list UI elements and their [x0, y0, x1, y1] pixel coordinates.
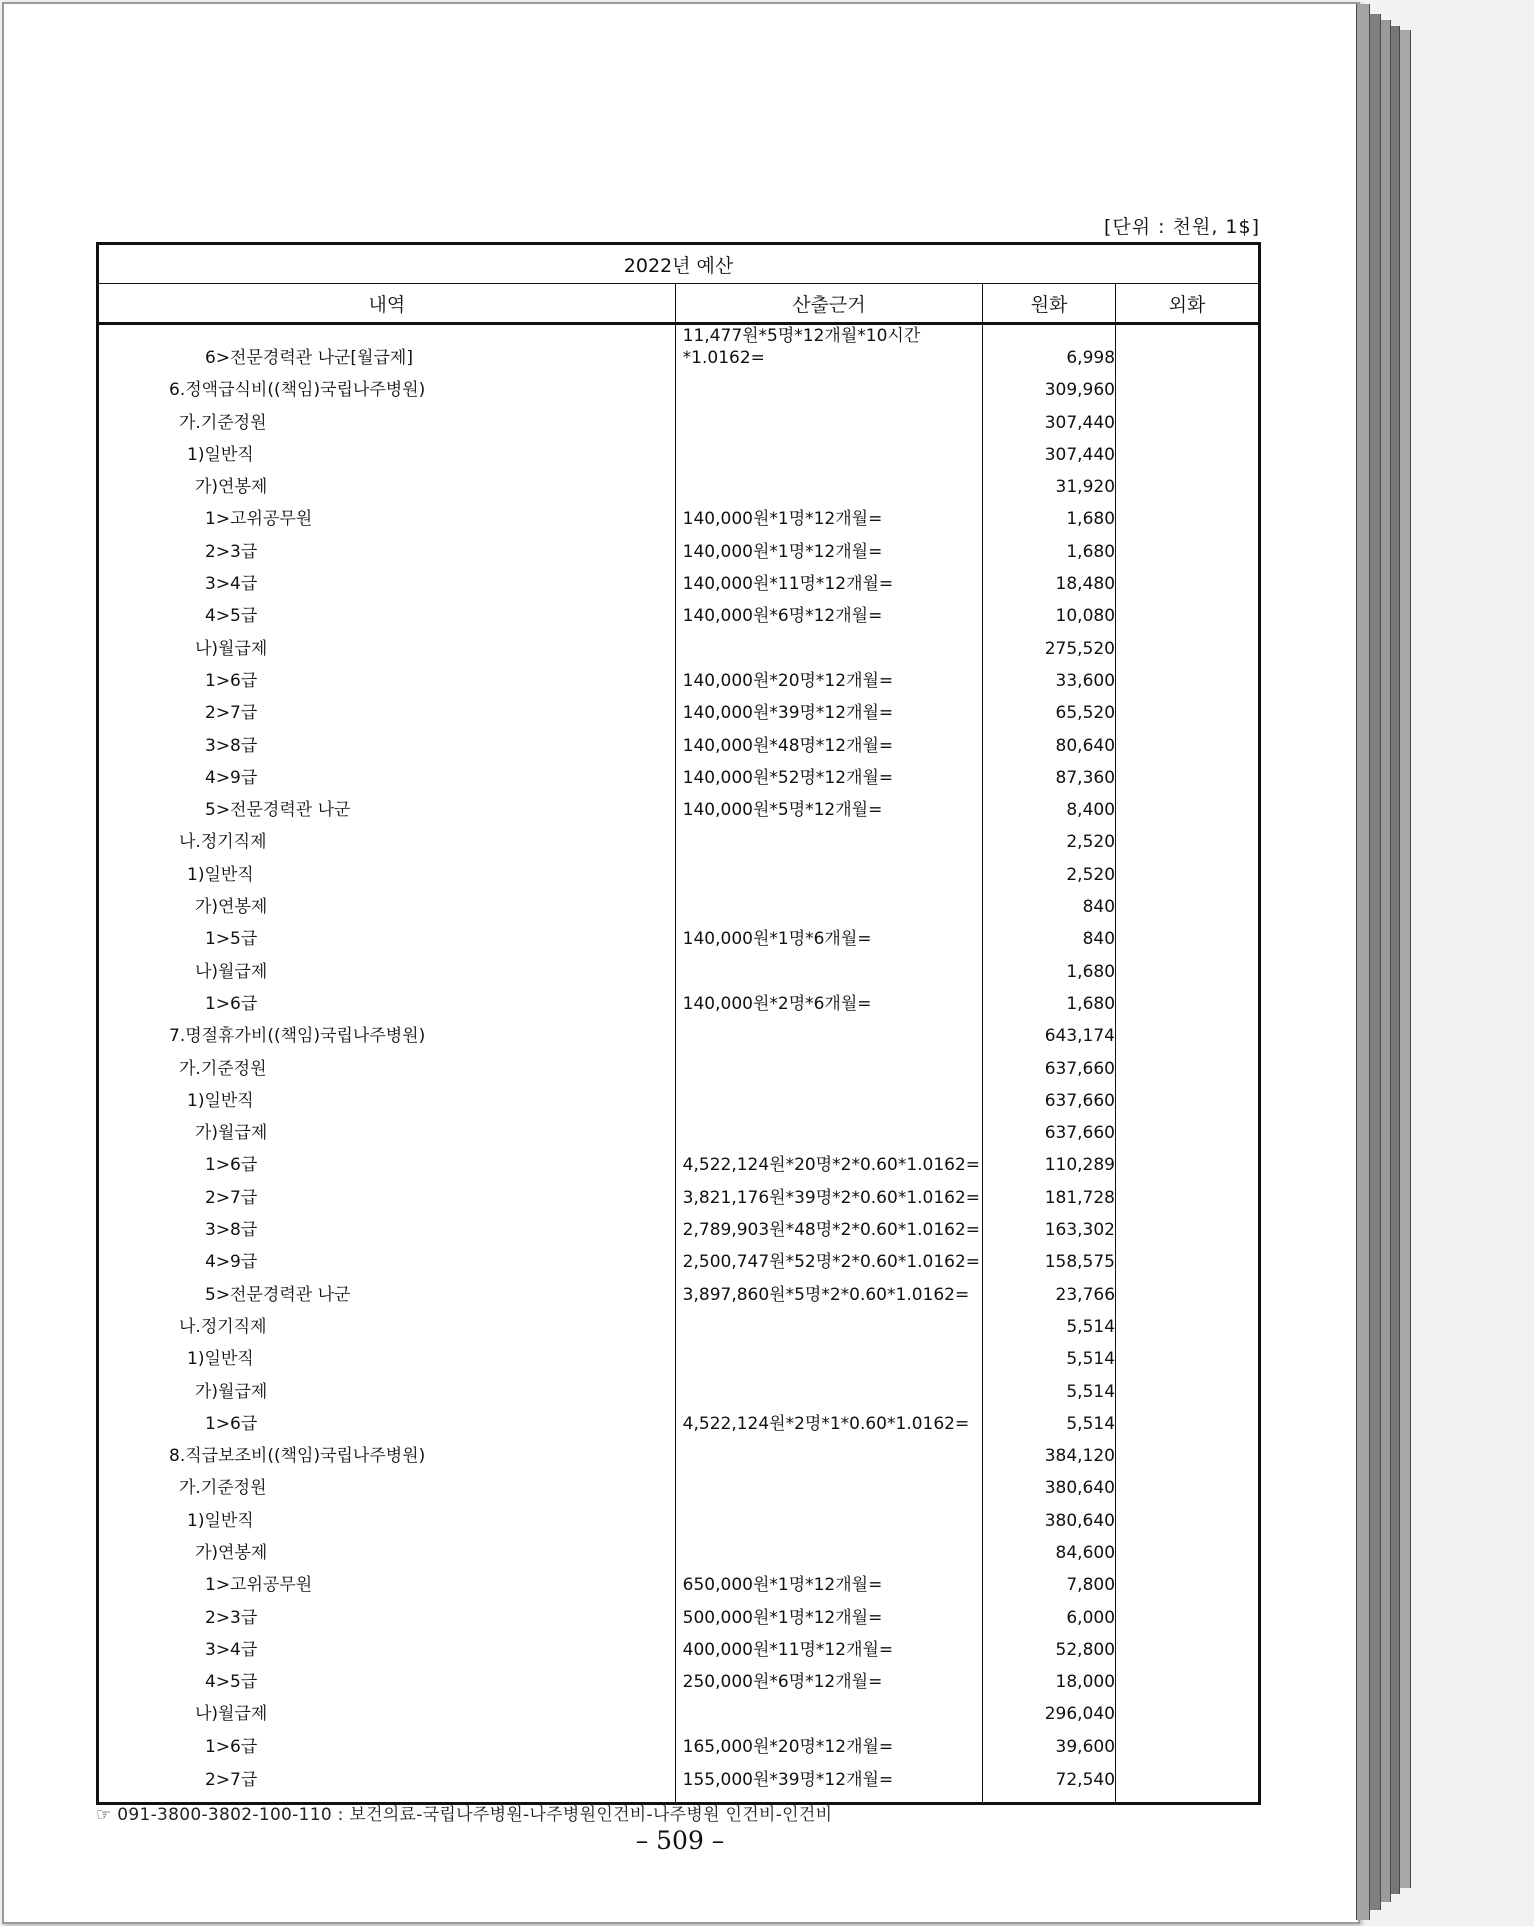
row-basis — [675, 1532, 983, 1564]
table-row — [98, 789, 1260, 821]
row-krw-amount: 65,520 — [983, 692, 1116, 724]
row-item-name: 2>7급 — [98, 1176, 676, 1208]
row-basis — [675, 853, 983, 885]
row-krw-amount: 637,660 — [983, 1047, 1116, 1079]
row-foreign-amount — [1116, 1403, 1260, 1435]
row-foreign-amount — [1116, 1661, 1260, 1693]
row-item-name: 1>고위공무원 — [98, 1564, 676, 1596]
row-item-name: 나)월급제 — [98, 950, 676, 982]
row-krw-amount: 6,998 — [983, 324, 1116, 370]
table-row — [98, 466, 1260, 498]
page-stack-edge — [1356, 4, 1370, 1920]
row-krw-amount: 637,660 — [983, 1080, 1116, 1112]
row-item-name: 가)연봉제 — [98, 1532, 676, 1564]
row-basis: 500,000원*1명*12개월= — [675, 1596, 983, 1628]
row-item-name: 1>6급 — [98, 1144, 676, 1176]
row-basis: 140,000원*48명*12개월= — [675, 724, 983, 756]
row-basis — [675, 1467, 983, 1499]
row-basis — [675, 1435, 983, 1467]
row-foreign-amount — [1116, 789, 1260, 821]
row-item-name: 1>고위공무원 — [98, 498, 676, 530]
row-foreign-amount — [1116, 918, 1260, 950]
column-header-item: 내역 — [98, 284, 676, 324]
row-krw-amount: 840 — [983, 918, 1116, 950]
column-header-foreign: 외화 — [1116, 284, 1260, 324]
row-foreign-amount — [1116, 1467, 1260, 1499]
row-krw-amount: 384,120 — [983, 1435, 1116, 1467]
footnote-account-code: ☞ 091-3800-3802-100-110 : 보건의료-국립나주병원-나주병원인건비-나주병원 인건비-인건비 — [96, 1805, 833, 1825]
row-foreign-amount — [1116, 660, 1260, 692]
row-item-name: 1)일반직 — [98, 853, 676, 885]
row-foreign-amount — [1116, 1144, 1260, 1176]
row-krw-amount: 80,640 — [983, 724, 1116, 756]
table-row — [98, 1080, 1260, 1112]
table-row — [98, 1306, 1260, 1338]
row-basis: 140,000원*6명*12개월= — [675, 595, 983, 627]
row-basis: 140,000원*11명*12개월= — [675, 563, 983, 595]
row-basis — [675, 1015, 983, 1047]
row-krw-amount: 309,960 — [983, 369, 1116, 401]
row-basis: 140,000원*2명*6개월= — [675, 983, 983, 1015]
row-krw-amount: 1,680 — [983, 498, 1116, 530]
row-item-name: 나)월급제 — [98, 1693, 676, 1725]
row-krw-amount: 5,514 — [983, 1370, 1116, 1402]
row-item-name: 가.기준정원 — [98, 1467, 676, 1499]
row-item-name: 3>4급 — [98, 563, 676, 595]
row-basis: 2,500,747원*52명*2*0.60*1.0162= — [675, 1241, 983, 1273]
row-krw-amount: 7,800 — [983, 1564, 1116, 1596]
row-foreign-amount — [1116, 1306, 1260, 1338]
row-foreign-amount — [1116, 1241, 1260, 1273]
row-item-name: 1)일반직 — [98, 1499, 676, 1531]
table-row — [98, 1564, 1260, 1596]
row-item-name: 나)월급제 — [98, 627, 676, 659]
table-row — [98, 434, 1260, 466]
row-item-name: 5>전문경력관 나군 — [98, 789, 676, 821]
row-basis — [675, 627, 983, 659]
row-basis — [675, 466, 983, 498]
row-foreign-amount — [1116, 692, 1260, 724]
row-item-name: 가)연봉제 — [98, 466, 676, 498]
row-item-name: 3>8급 — [98, 1209, 676, 1241]
table-row — [98, 983, 1260, 1015]
row-krw-amount: 181,728 — [983, 1176, 1116, 1208]
row-foreign-amount — [1116, 1693, 1260, 1725]
row-item-name: 1>6급 — [98, 983, 676, 1015]
row-krw-amount: 10,080 — [983, 595, 1116, 627]
row-foreign-amount — [1116, 821, 1260, 853]
row-foreign-amount — [1116, 1338, 1260, 1370]
row-foreign-amount — [1116, 1209, 1260, 1241]
row-basis: 250,000원*6명*12개월= — [675, 1661, 983, 1693]
table-row — [98, 886, 1260, 918]
row-foreign-amount — [1116, 1499, 1260, 1531]
row-item-name: 2>3급 — [98, 1596, 676, 1628]
row-foreign-amount — [1116, 1112, 1260, 1144]
page-stack-edge — [1399, 30, 1411, 1888]
row-krw-amount: 8,400 — [983, 789, 1116, 821]
row-foreign-amount — [1116, 563, 1260, 595]
row-item-name: 4>5급 — [98, 1661, 676, 1693]
row-basis: 140,000원*1명*12개월= — [675, 498, 983, 530]
row-foreign-amount — [1116, 1080, 1260, 1112]
table-row — [98, 853, 1260, 885]
row-basis: 3,897,860원*5명*2*0.60*1.0162= — [675, 1273, 983, 1305]
row-item-name: 가)연봉제 — [98, 886, 676, 918]
row-foreign-amount — [1116, 886, 1260, 918]
row-krw-amount: 296,040 — [983, 1693, 1116, 1725]
row-krw-amount: 643,174 — [983, 1015, 1116, 1047]
row-basis: 4,522,124원*2명*1*0.60*1.0162= — [675, 1403, 983, 1435]
row-krw-amount: 275,520 — [983, 627, 1116, 659]
row-krw-amount: 84,600 — [983, 1532, 1116, 1564]
table-row — [98, 1661, 1260, 1693]
table-row — [98, 369, 1260, 401]
row-basis — [675, 821, 983, 853]
row-basis: 140,000원*5명*12개월= — [675, 789, 983, 821]
budget-table — [96, 242, 1261, 1805]
table-row — [98, 1758, 1260, 1804]
row-foreign-amount — [1116, 1435, 1260, 1467]
table-row — [98, 498, 1260, 530]
row-krw-amount: 307,440 — [983, 434, 1116, 466]
row-basis: 4,522,124원*20명*2*0.60*1.0162= — [675, 1144, 983, 1176]
row-basis: 400,000원*11명*12개월= — [675, 1629, 983, 1661]
table-row — [98, 1596, 1260, 1628]
row-foreign-amount — [1116, 1015, 1260, 1047]
row-item-name: 3>8급 — [98, 724, 676, 756]
row-item-name: 1>5급 — [98, 918, 676, 950]
row-basis: 140,000원*1명*6개월= — [675, 918, 983, 950]
table-row — [98, 724, 1260, 756]
table-row — [98, 595, 1260, 627]
row-krw-amount: 1,680 — [983, 983, 1116, 1015]
table-row — [98, 1047, 1260, 1079]
row-item-name: 가.기준정원 — [98, 1047, 676, 1079]
column-header-krw: 원화 — [983, 284, 1116, 324]
row-krw-amount: 72,540 — [983, 1758, 1116, 1804]
row-basis — [675, 1047, 983, 1079]
row-basis — [675, 1080, 983, 1112]
row-foreign-amount — [1116, 498, 1260, 530]
row-krw-amount: 110,289 — [983, 1144, 1116, 1176]
row-foreign-amount — [1116, 530, 1260, 562]
table-row — [98, 1532, 1260, 1564]
table-row — [98, 660, 1260, 692]
row-krw-amount: 380,640 — [983, 1499, 1116, 1531]
table-row — [98, 757, 1260, 789]
row-foreign-amount — [1116, 466, 1260, 498]
table-row — [98, 1176, 1260, 1208]
table-row — [98, 1241, 1260, 1273]
row-krw-amount: 5,514 — [983, 1403, 1116, 1435]
row-foreign-amount — [1116, 1564, 1260, 1596]
row-krw-amount: 637,660 — [983, 1112, 1116, 1144]
row-krw-amount: 18,000 — [983, 1661, 1116, 1693]
table-row — [98, 821, 1260, 853]
row-krw-amount: 39,600 — [983, 1725, 1116, 1757]
row-item-name: 가)월급제 — [98, 1112, 676, 1144]
table-row — [98, 627, 1260, 659]
row-basis: 140,000원*52명*12개월= — [675, 757, 983, 789]
row-basis — [675, 1693, 983, 1725]
row-foreign-amount — [1116, 1273, 1260, 1305]
row-foreign-amount — [1116, 757, 1260, 789]
table-row — [98, 530, 1260, 562]
row-foreign-amount — [1116, 1047, 1260, 1079]
row-krw-amount: 33,600 — [983, 660, 1116, 692]
row-basis — [675, 1499, 983, 1531]
table-body — [98, 324, 1260, 1804]
table-title: 2022년 예산 — [98, 244, 1260, 284]
row-item-name: 7.명절휴가비((책임)국립나주병원) — [98, 1015, 676, 1047]
table-row — [98, 324, 1260, 370]
row-item-name: 4>9급 — [98, 757, 676, 789]
row-foreign-amount — [1116, 1176, 1260, 1208]
row-krw-amount: 158,575 — [983, 1241, 1116, 1273]
row-foreign-amount — [1116, 324, 1260, 370]
row-basis: 140,000원*20명*12개월= — [675, 660, 983, 692]
row-item-name: 6>전문경력관 나군[월급제] — [98, 324, 676, 370]
unit-label: [단위 : 천원, 1$] — [1104, 216, 1260, 238]
table-row — [98, 1693, 1260, 1725]
row-foreign-amount — [1116, 950, 1260, 982]
row-item-name: 3>4급 — [98, 1629, 676, 1661]
row-item-name: 2>7급 — [98, 1758, 676, 1804]
table-row — [98, 950, 1260, 982]
row-foreign-amount — [1116, 1758, 1260, 1804]
row-item-name: 5>전문경력관 나군 — [98, 1273, 676, 1305]
row-item-name: 1)일반직 — [98, 1338, 676, 1370]
page-number: – 509 – — [635, 1826, 725, 1855]
row-basis: 650,000원*1명*12개월= — [675, 1564, 983, 1596]
row-krw-amount: 307,440 — [983, 401, 1116, 433]
row-item-name: 나.정기직제 — [98, 1306, 676, 1338]
table-row — [98, 1338, 1260, 1370]
row-basis — [675, 1306, 983, 1338]
table-row — [98, 1499, 1260, 1531]
row-krw-amount: 5,514 — [983, 1338, 1116, 1370]
table-row — [98, 1467, 1260, 1499]
row-basis: 140,000원*39명*12개월= — [675, 692, 983, 724]
row-krw-amount: 23,766 — [983, 1273, 1116, 1305]
row-foreign-amount — [1116, 1629, 1260, 1661]
row-item-name: 2>3급 — [98, 530, 676, 562]
row-foreign-amount — [1116, 1370, 1260, 1402]
row-item-name: 가)월급제 — [98, 1370, 676, 1402]
table-row — [98, 918, 1260, 950]
table-row — [98, 401, 1260, 433]
row-basis: 165,000원*20명*12개월= — [675, 1725, 983, 1757]
row-krw-amount: 5,514 — [983, 1306, 1116, 1338]
row-krw-amount: 18,480 — [983, 563, 1116, 595]
table-row — [98, 1209, 1260, 1241]
row-basis — [675, 950, 983, 982]
row-foreign-amount — [1116, 401, 1260, 433]
row-foreign-amount — [1116, 983, 1260, 1015]
row-basis — [675, 1338, 983, 1370]
row-krw-amount: 1,680 — [983, 950, 1116, 982]
row-krw-amount: 840 — [983, 886, 1116, 918]
row-item-name: 1)일반직 — [98, 1080, 676, 1112]
row-basis — [675, 886, 983, 918]
row-foreign-amount — [1116, 853, 1260, 885]
row-foreign-amount — [1116, 724, 1260, 756]
table-row — [98, 1435, 1260, 1467]
row-krw-amount: 1,680 — [983, 530, 1116, 562]
row-foreign-amount — [1116, 1725, 1260, 1757]
table-row — [98, 1370, 1260, 1402]
row-foreign-amount — [1116, 1596, 1260, 1628]
table-row — [98, 1015, 1260, 1047]
row-foreign-amount — [1116, 434, 1260, 466]
row-foreign-amount — [1116, 627, 1260, 659]
column-header-basis: 산출근거 — [675, 284, 983, 324]
row-item-name: 6.정액급식비((책임)국립나주병원) — [98, 369, 676, 401]
row-krw-amount: 380,640 — [983, 1467, 1116, 1499]
table-row — [98, 1629, 1260, 1661]
row-krw-amount: 6,000 — [983, 1596, 1116, 1628]
row-item-name: 8.직급보조비((책임)국립나주병원) — [98, 1435, 676, 1467]
row-item-name: 나.정기직제 — [98, 821, 676, 853]
row-item-name: 1>6급 — [98, 660, 676, 692]
row-basis — [675, 1112, 983, 1144]
row-item-name: 가.기준정원 — [98, 401, 676, 433]
table-row — [98, 1273, 1260, 1305]
row-basis — [675, 434, 983, 466]
table-row — [98, 1725, 1260, 1757]
table-row — [98, 692, 1260, 724]
row-basis: 2,789,903원*48명*2*0.60*1.0162= — [675, 1209, 983, 1241]
table-row — [98, 1112, 1260, 1144]
row-krw-amount: 52,800 — [983, 1629, 1116, 1661]
table-row — [98, 1403, 1260, 1435]
row-basis — [675, 401, 983, 433]
row-krw-amount: 163,302 — [983, 1209, 1116, 1241]
row-basis: 11,477원*5명*12개월*10시간*1.0162= — [675, 324, 983, 370]
row-basis: 140,000원*1명*12개월= — [675, 530, 983, 562]
table-row — [98, 563, 1260, 595]
row-basis: 3,821,176원*39명*2*0.60*1.0162= — [675, 1176, 983, 1208]
row-krw-amount: 2,520 — [983, 853, 1116, 885]
row-basis — [675, 1370, 983, 1402]
row-foreign-amount — [1116, 595, 1260, 627]
row-foreign-amount — [1116, 1532, 1260, 1564]
row-item-name: 4>9급 — [98, 1241, 676, 1273]
row-item-name: 4>5급 — [98, 595, 676, 627]
row-basis — [675, 369, 983, 401]
row-basis: 155,000원*39명*12개월= — [675, 1758, 983, 1804]
table-row — [98, 1144, 1260, 1176]
row-item-name: 2>7급 — [98, 692, 676, 724]
row-krw-amount: 31,920 — [983, 466, 1116, 498]
row-krw-amount: 2,520 — [983, 821, 1116, 853]
row-foreign-amount — [1116, 369, 1260, 401]
row-item-name: 1>6급 — [98, 1725, 676, 1757]
row-krw-amount: 87,360 — [983, 757, 1116, 789]
row-item-name: 1)일반직 — [98, 434, 676, 466]
row-item-name: 1>6급 — [98, 1403, 676, 1435]
